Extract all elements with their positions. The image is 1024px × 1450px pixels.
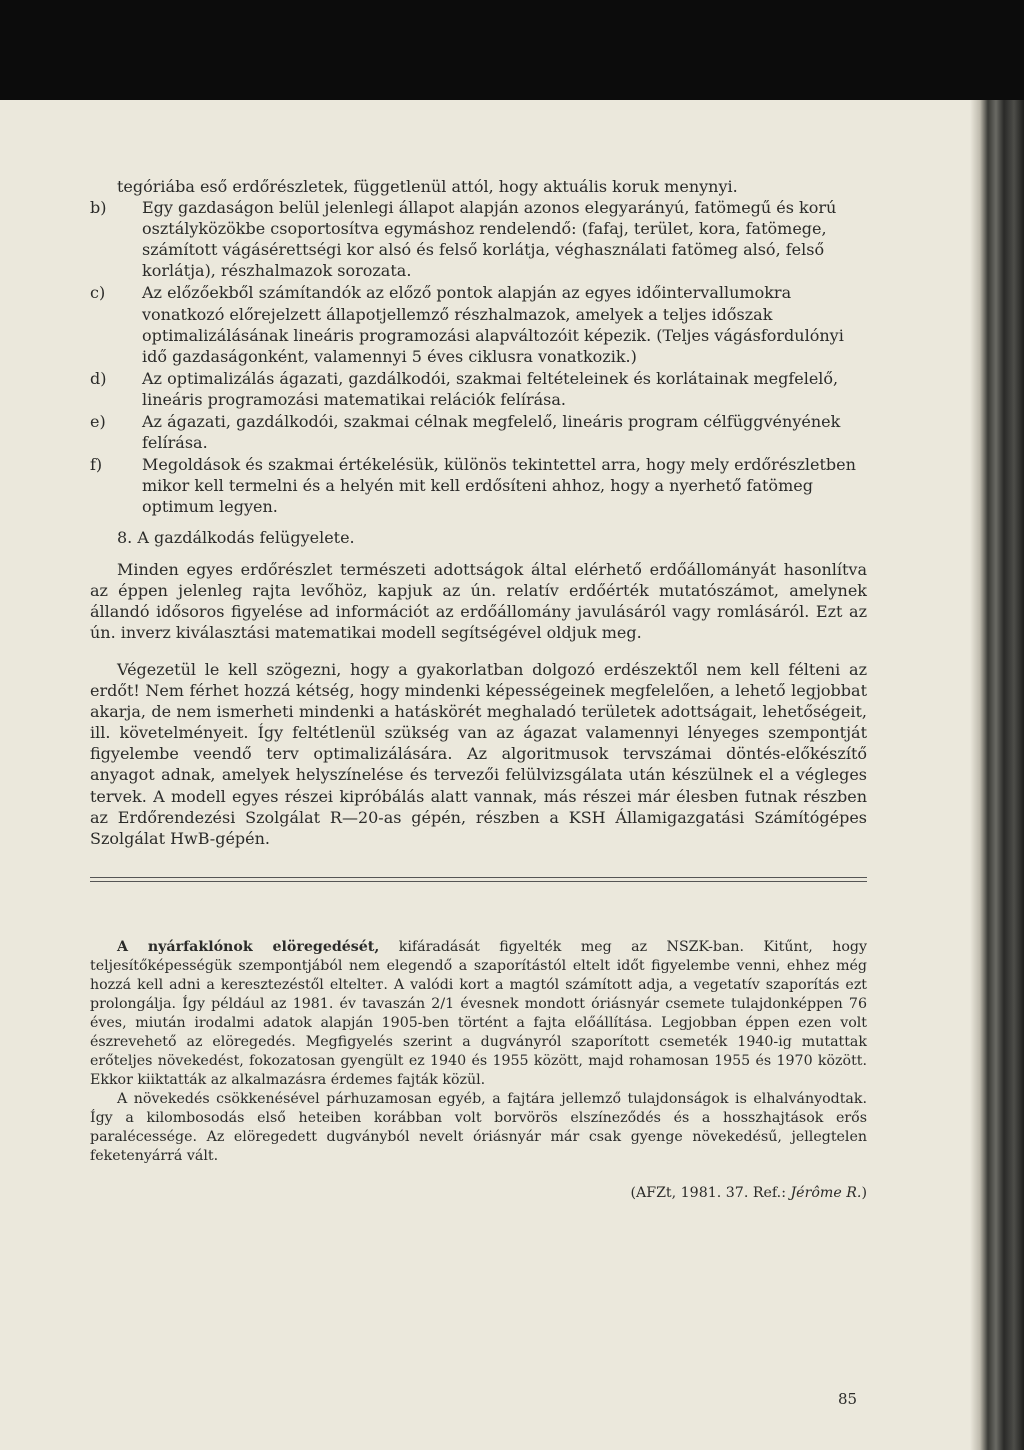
citation-close: ): [861, 1184, 867, 1201]
separator-rules: [90, 877, 867, 882]
page-body: [90, 176, 867, 1203]
list-item-label: f): [90, 455, 103, 475]
citation: [90, 1184, 867, 1203]
list-item-text: Az ágazati, gazdálkodói, szakmai célnak megfelelő, lineáris program célfüggvényének felírása.: [142, 412, 841, 453]
book-spine-edge: [970, 100, 1024, 1450]
list-item-text: Megoldások és szakmai értékelésük, különös tekintettel arra, hogy mely erdőrészletben mikor kell termelni és a helyén mit kell erdősíteni ahhoz, hogy a nyerhető fatömeg optimum legyen.: [142, 455, 856, 517]
list-item-text: Egy gazdaságon belül jelenlegi állapot alapján azonos elegyarányú, fatömegű és korú osztályközökbe csoportosítva egymáshoz rendelendő: (fafaj, terület, kora, fatömege, számított vágásérettségi kor alsó és felső korlátja, véghasználati fatömeg alsó, felső korlátja), részhalmazok sorozata.: [142, 198, 837, 281]
list-item: [90, 454, 867, 517]
list-item: [90, 368, 867, 410]
paragraph: Végezetül le kell szögezni, hogy a gyakorlatban dolgozó erdészektől nem kell félteni az erdőt! Nem férhet hozzá kétség, hogy mindenki képességeinek megfelelően, a lehető legjobbat akarja, de nem ismerheti mindenki a hatáskörét meghaladó területek adottságait, lehetőségeit, ill. követelményeit. Így feltétlenül szükség van az ágazat valamennyi lényeges szempontját figyelembe veendő terv optimalizálására. Az algoritmusok tervszámai döntés-előkészítő anyagot adnak, amelyek helyszínelése és tervezői felülvizsgálata után készülnek el a végleges tervek. A modell egyes részei kipróbálás alatt vannak, más részei már élesben futnak részben az Erdőrendezési Szolgálat R—20-as gépén, részben a KSH Államigazgatási Számítógépes Szolgálat HwB-gépén.: [90, 659, 867, 848]
news-note: [90, 938, 867, 1203]
page-number: 85: [838, 1390, 858, 1408]
note-text: kifáradását figyelték meg az NSZK-ban. Kitűnt, hogy teljesítőképességük szempontjából nem elegendő a szaporítástól eltelt időt figyelembe venni, ehhez még hozzá kell adni a keresztezéstől eltelteт. A valódi kort a magtól számított adja, a vegetatív szaporítás ezt prolongálja. Így például az 1981. év tavaszán 2/1 évesnek mondott óriásnyár csemete tulajdonképpen 76 éves, miután irodalmi adatok alapján 1905-ben történt a fajta előállítása. Legjobban éppen ezen volt észrevehető az elöregedés. Megfigyelés szerint a dugványról szaporított csemeték 1940-ig mutattak erőteljes növekedést, fokozatosan gyengült ez 1940 és 1955 között, majd rohamosan 1955 és 1970 között. Ekkor kiiktatták az alkalmazásra érdemes fajták közül.: [90, 938, 868, 1088]
list-item-text: Az optimalizálás ágazati, gazdálkodói, szakmai feltételeinek és korlátainak megfelelő, lineáris programozási matematikai relációk felírása.: [142, 368, 839, 409]
list-item: [90, 197, 867, 281]
section-title: 8. A gazdálkodás felügyelete.: [117, 527, 355, 547]
list-item-label: e): [90, 412, 106, 432]
note-paragraph: A növekedés csökkenésével párhuzamosan egyéb, a fajtára jellemző tulajdonságok is elhalványodtak. Így a kilombosodás első heteiben korábban volt borvörös elszíneződés és a hosszhajtások erős paralécessége. Az elöregedett dugványból nevelt óriásnyár már csak gyenge növekedésű, jellegtelen feketenyárrá vált.: [90, 1090, 867, 1164]
paragraph: Minden egyes erdőrészlet természeti adottságok által elérhető erdőállományát hasonlítva az éppen jelenleg rajta levőhöz, kapjuk az ún. relatív erdőérték mutatószámot, amelynek állandó idősoros figyelése ad információt az erdőállomány javulásáról vagy romlásáról. Ezt az ún. inverz kiválasztási matematikai modell segítségével oldjuk meg.: [90, 559, 867, 642]
scan-dark-border: [0, 0, 1024, 108]
citation-source: (AFZt, 1981. 37. Ref.:: [630, 1184, 791, 1201]
lead-text: tegóriába eső erdőrészletek, függetlenül attól, hogy aktuális koruk menynyi.: [117, 177, 738, 196]
separator-rule: [90, 881, 867, 882]
separator-rule: [90, 877, 867, 878]
note-paragraph: [90, 938, 867, 1090]
list-item: [90, 282, 867, 366]
note-title: A nyárfaklónok elöregedését,: [117, 938, 380, 955]
list-item-label: c): [90, 283, 106, 303]
list-item-text: Az előzőekből számítandók az előző pontok alapján az egyes időintervallumokra vonatkozó előrejelzett állapotjellemző részhalmazok, amelyek a teljes időszak optimalizálásának lineáris programozási alapváltozóit képezik. (Teljes vágásfordulónyi idő gazdaságonként, valamennyi 5 éves ciklusra vonatkozik.): [142, 283, 844, 366]
book-page: [0, 100, 985, 1450]
list-item-label: d): [90, 368, 107, 388]
list-item-label: b): [90, 198, 107, 218]
citation-author: Jérôme R.: [790, 1184, 862, 1201]
list-item: [90, 411, 867, 453]
